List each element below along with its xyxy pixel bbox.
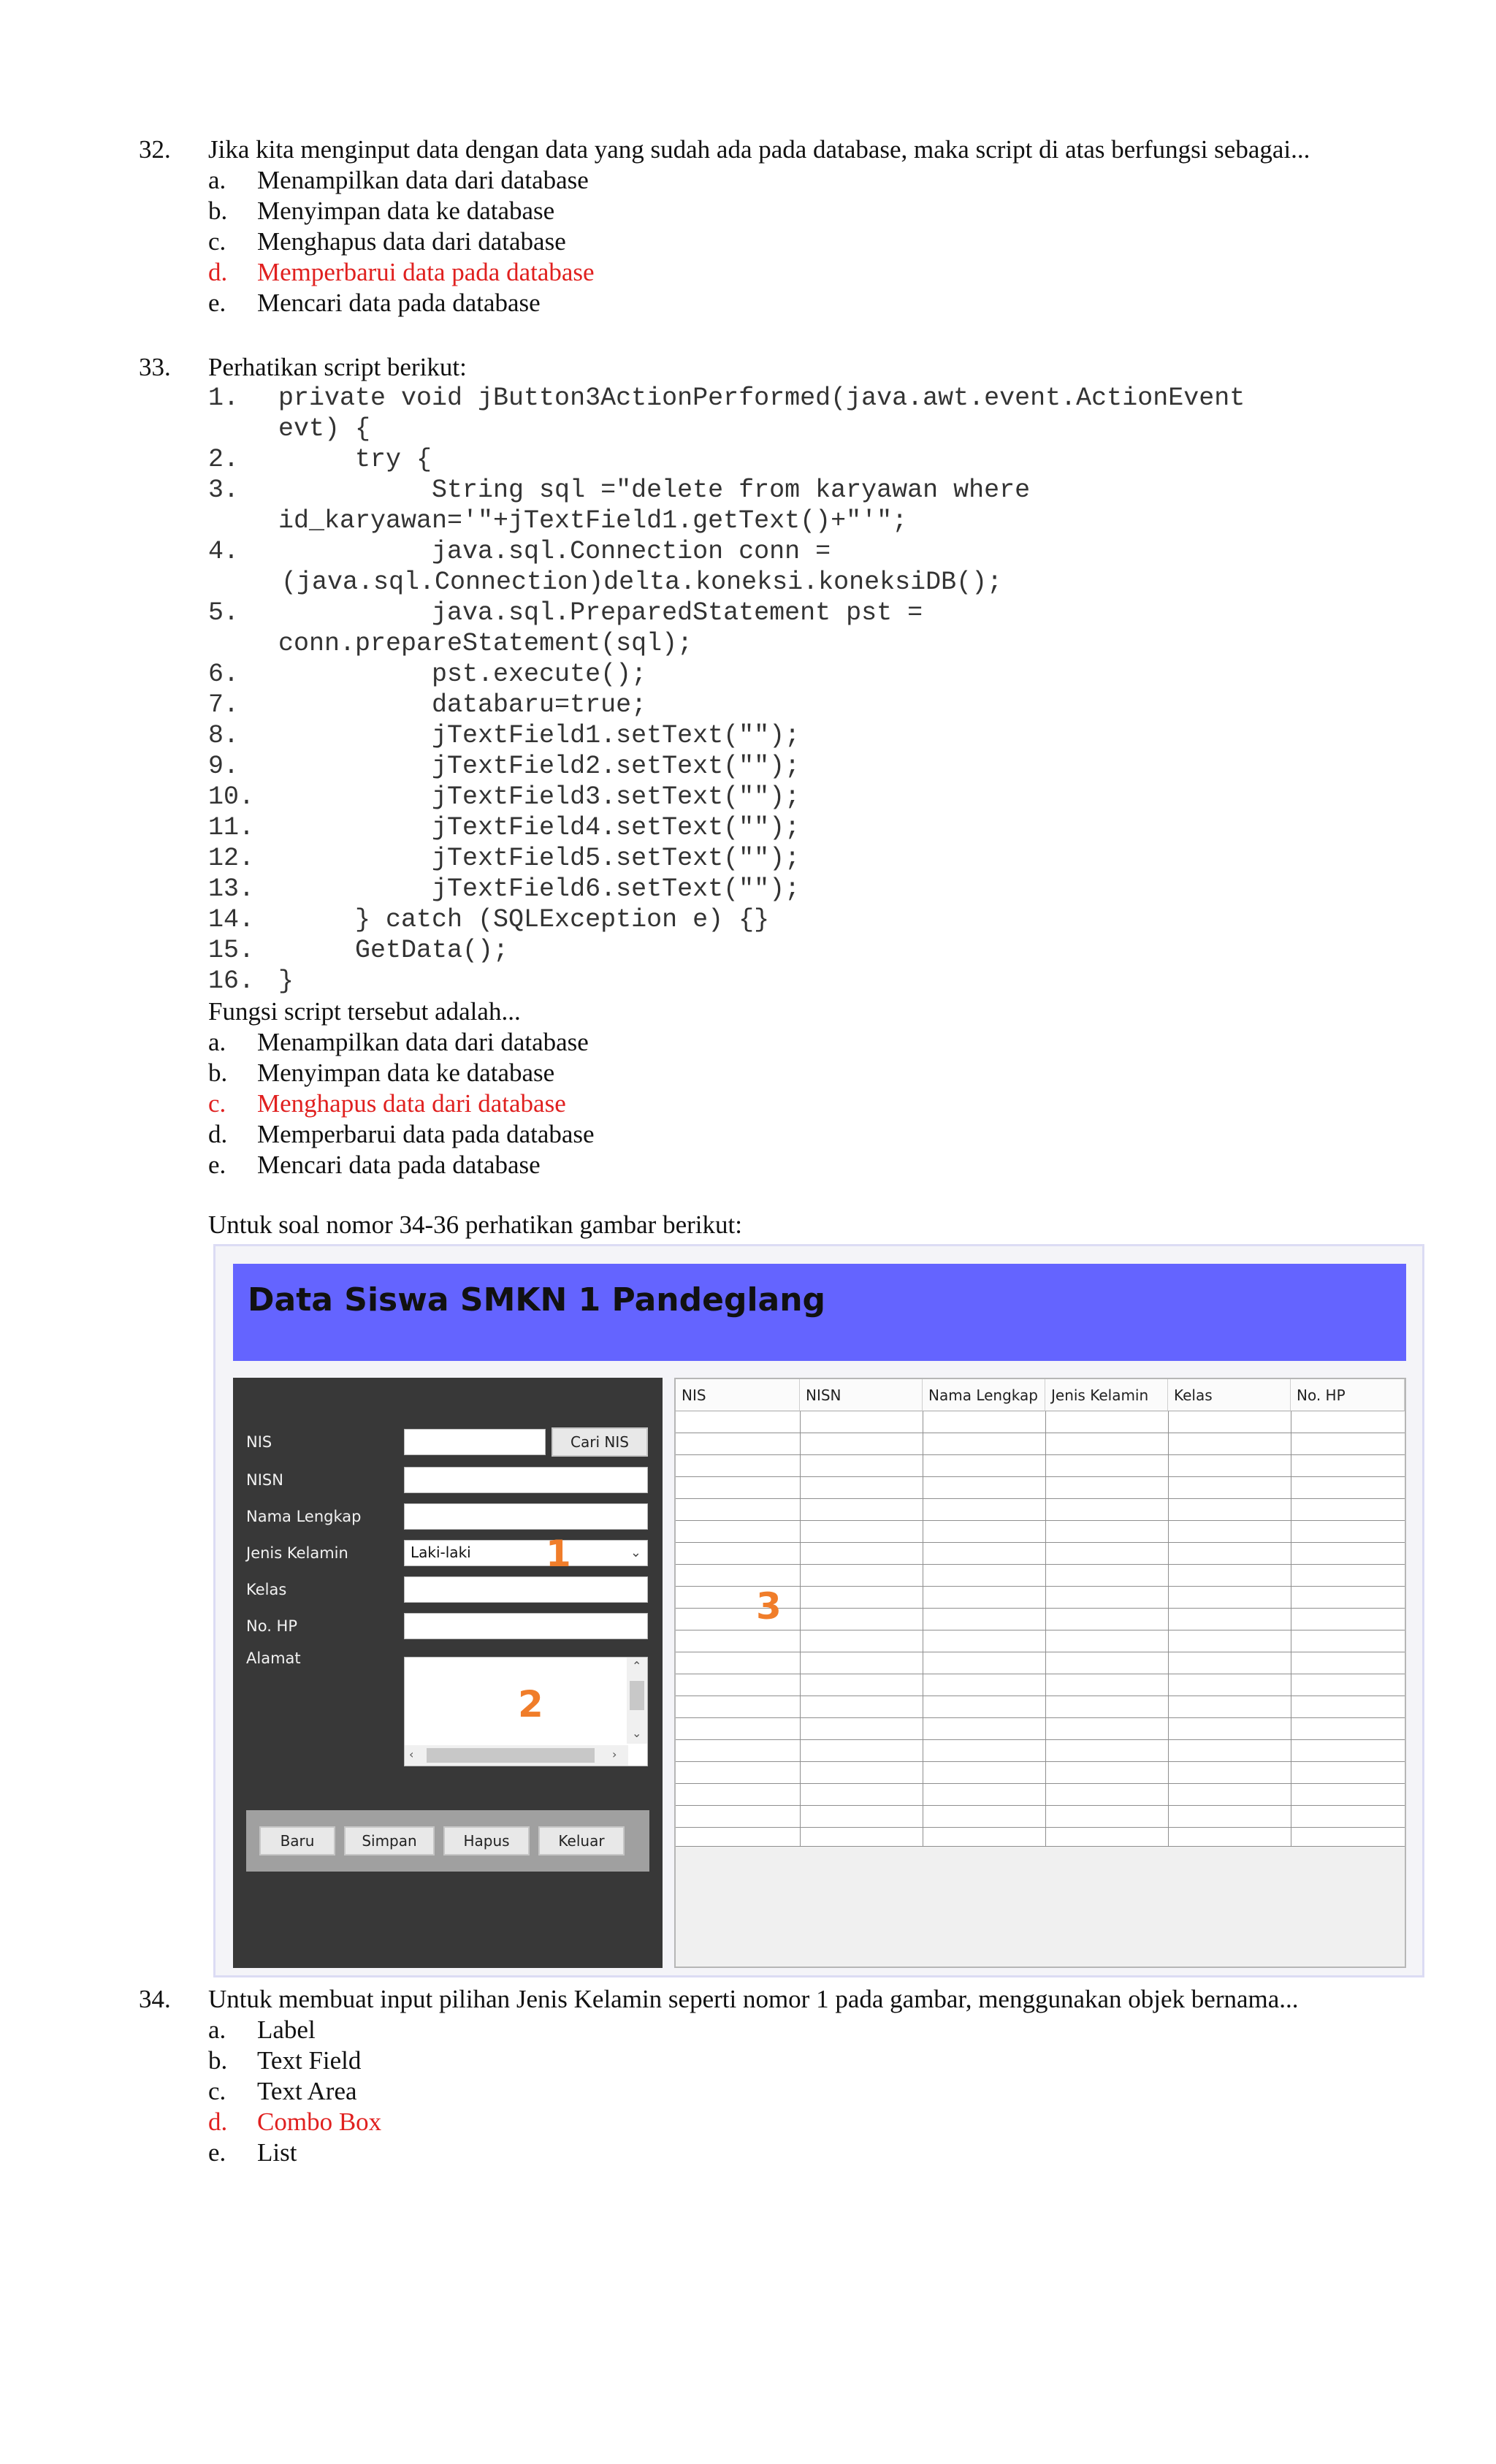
data-table[interactable] bbox=[674, 1378, 1406, 1968]
marker-1: 1 bbox=[546, 1533, 571, 1575]
table-grid bbox=[676, 1379, 1408, 1847]
table-row[interactable] bbox=[676, 1521, 1405, 1543]
question-number: 33. bbox=[139, 353, 171, 381]
option-text: Menyimpan data ke database bbox=[257, 197, 555, 225]
label-no-hp: No. HP bbox=[246, 1617, 297, 1635]
column-header-nisn[interactable]: NISN bbox=[800, 1379, 923, 1411]
label-nisn: NISN bbox=[246, 1471, 283, 1489]
nisn-input[interactable] bbox=[404, 1467, 648, 1493]
option-text: Text Field bbox=[257, 2046, 362, 2075]
keluar-button[interactable]: Keluar bbox=[538, 1826, 625, 1855]
table-row[interactable] bbox=[676, 1455, 1405, 1477]
cari-nis-button[interactable]: Cari NIS bbox=[552, 1427, 648, 1457]
code-line-number: 16. bbox=[208, 966, 255, 996]
option-text: Mencari data pada database bbox=[257, 1151, 541, 1179]
form-panel bbox=[233, 1378, 663, 1968]
option-text: Mencari data pada database bbox=[257, 289, 541, 317]
code-line: evt) { bbox=[278, 414, 371, 443]
code-line-number: 6. bbox=[208, 660, 240, 689]
table-row[interactable] bbox=[676, 1828, 1405, 1847]
column-divider bbox=[1045, 1411, 1046, 1847]
option-letter: e. bbox=[208, 2138, 226, 2167]
option-letter: a. bbox=[208, 1028, 226, 1056]
chevron-down-icon[interactable]: ⌄ bbox=[630, 1545, 641, 1560]
marker-2: 2 bbox=[518, 1683, 543, 1725]
option-text-answer: Combo Box bbox=[257, 2108, 382, 2136]
code-line: jTextField4.setText(""); bbox=[278, 813, 801, 842]
table-row[interactable] bbox=[676, 1477, 1405, 1499]
label-nama-lengkap: Nama Lengkap bbox=[246, 1508, 362, 1525]
code-line: java.sql.PreparedStatement pst = bbox=[278, 598, 923, 628]
option-letter: d. bbox=[208, 1120, 228, 1148]
column-header-nama-lengkap[interactable]: Nama Lengkap bbox=[923, 1379, 1045, 1411]
option-letter: e. bbox=[208, 1151, 226, 1179]
no-hp-input[interactable] bbox=[404, 1613, 648, 1639]
option-text-answer: Menghapus data dari database bbox=[257, 1089, 566, 1118]
option-letter: c. bbox=[208, 227, 226, 256]
code-line-number: 1. bbox=[208, 384, 240, 413]
table-row[interactable] bbox=[676, 1543, 1405, 1565]
option-letter: b. bbox=[208, 2046, 228, 2075]
nama-lengkap-input[interactable] bbox=[404, 1503, 648, 1530]
code-line-number: 8. bbox=[208, 721, 240, 750]
button-bar bbox=[246, 1810, 649, 1872]
option-text-answer: Memperbarui data pada database bbox=[257, 258, 595, 286]
app-title: Data Siswa SMKN 1 Pandeglang bbox=[248, 1281, 826, 1319]
code-line-number: 4. bbox=[208, 537, 240, 566]
code-line-number: 3. bbox=[208, 476, 240, 505]
code-line: (java.sql.Connection)delta.koneksi.koneksiDB(); bbox=[281, 568, 1003, 597]
option-letter-answer: c. bbox=[208, 1089, 226, 1118]
table-row[interactable] bbox=[676, 1630, 1405, 1652]
horizontal-scrollbar[interactable] bbox=[405, 1745, 628, 1766]
table-row[interactable] bbox=[676, 1433, 1405, 1455]
code-line: jTextField5.setText(""); bbox=[278, 844, 801, 873]
option-letter-answer: d. bbox=[208, 2108, 228, 2136]
simpan-button[interactable]: Simpan bbox=[344, 1826, 435, 1855]
scroll-down-icon[interactable]: ⌄ bbox=[632, 1726, 642, 1740]
question-text: Jika kita menginput data dengan data yang sudah ada pada database, maka script di atas berfungsi sebagai... bbox=[208, 135, 1310, 164]
table-row[interactable] bbox=[676, 1674, 1405, 1696]
table-row[interactable] bbox=[676, 1762, 1405, 1784]
hapus-button[interactable]: Hapus bbox=[443, 1826, 530, 1855]
intro-text: Untuk soal nomor 34-36 perhatikan gambar berikut: bbox=[208, 1210, 742, 1239]
code-line: jTextField3.setText(""); bbox=[278, 782, 801, 812]
option-text: Menampilkan data dari database bbox=[257, 1028, 589, 1056]
code-line: } bbox=[278, 966, 294, 996]
scroll-left-icon[interactable]: ‹ bbox=[409, 1747, 414, 1761]
app-banner bbox=[233, 1264, 1406, 1361]
baru-button[interactable]: Baru bbox=[259, 1826, 335, 1855]
scroll-up-icon[interactable]: ⌃ bbox=[632, 1659, 642, 1673]
option-letter-answer: d. bbox=[208, 258, 228, 286]
code-line: try { bbox=[278, 445, 432, 474]
option-letter: e. bbox=[208, 289, 226, 317]
code-line: databaru=true; bbox=[278, 690, 647, 720]
column-header-kelas[interactable]: Kelas bbox=[1168, 1379, 1291, 1411]
column-header-jenis-kelamin[interactable]: Jenis Kelamin bbox=[1045, 1379, 1168, 1411]
code-line-number: 2. bbox=[208, 445, 240, 474]
code-line: pst.execute(); bbox=[278, 660, 647, 689]
vertical-scrollbar[interactable] bbox=[627, 1658, 647, 1744]
code-line: GetData(); bbox=[278, 936, 509, 965]
option-letter: b. bbox=[208, 1059, 228, 1087]
table-row[interactable] bbox=[676, 1499, 1405, 1521]
column-header-no-hp[interactable]: No. HP bbox=[1291, 1379, 1405, 1411]
table-row[interactable] bbox=[676, 1609, 1405, 1630]
code-line-number: 12. bbox=[208, 844, 255, 873]
column-divider bbox=[800, 1411, 801, 1847]
code-line-number: 13. bbox=[208, 874, 255, 904]
code-line: private void jButton3ActionPerformed(java.awt.event.ActionEvent bbox=[278, 384, 1245, 413]
code-line: String sql ="delete from karyawan where bbox=[278, 476, 1031, 505]
jenis-kelamin-combobox[interactable] bbox=[404, 1540, 648, 1566]
question-prompt: Fungsi script tersebut adalah... bbox=[208, 997, 521, 1026]
option-text: Label bbox=[257, 2015, 316, 2044]
kelas-input[interactable] bbox=[404, 1576, 648, 1603]
table-row[interactable] bbox=[676, 1696, 1405, 1718]
option-text: Text Area bbox=[257, 2077, 357, 2105]
label-kelas: Kelas bbox=[246, 1581, 287, 1598]
code-line-number: 9. bbox=[208, 752, 240, 781]
code-line: java.sql.Connection conn = bbox=[278, 537, 831, 566]
marker-3: 3 bbox=[756, 1585, 782, 1628]
code-line: jTextField2.setText(""); bbox=[278, 752, 801, 781]
combo-selected-value: Laki-laki bbox=[411, 1544, 471, 1561]
code-line-number: 11. bbox=[208, 813, 255, 842]
code-line-number: 14. bbox=[208, 905, 255, 934]
option-letter: c. bbox=[208, 2077, 226, 2105]
question-text: Perhatikan script berikut: bbox=[208, 353, 467, 381]
scroll-right-icon[interactable]: › bbox=[612, 1747, 617, 1761]
code-line: jTextField6.setText(""); bbox=[278, 874, 801, 904]
question-text: Untuk membuat input pilihan Jenis Kelamin seperti nomor 1 pada gambar, menggunakan objek bernama... bbox=[208, 1985, 1299, 2013]
nis-input[interactable] bbox=[404, 1429, 546, 1455]
question-number: 34. bbox=[139, 1985, 171, 2013]
label-jenis-kelamin: Jenis Kelamin bbox=[246, 1544, 348, 1562]
option-letter: a. bbox=[208, 2015, 226, 2044]
scroll-thumb[interactable] bbox=[630, 1681, 644, 1710]
code-line-number: 15. bbox=[208, 936, 255, 965]
code-line: } catch (SQLException e) {} bbox=[278, 905, 770, 934]
table-row[interactable] bbox=[676, 1652, 1405, 1674]
app-screenshot bbox=[213, 1244, 1424, 1977]
code-line: conn.prepareStatement(sql); bbox=[278, 629, 693, 658]
code-line-number: 7. bbox=[208, 690, 240, 720]
scroll-thumb[interactable] bbox=[427, 1748, 595, 1763]
label-alamat: Alamat bbox=[246, 1649, 301, 1667]
option-text: List bbox=[257, 2138, 297, 2167]
column-divider bbox=[1168, 1411, 1169, 1847]
code-line-number: 10. bbox=[208, 782, 255, 812]
column-header-nis[interactable]: NIS bbox=[676, 1379, 800, 1411]
option-text: Menyimpan data ke database bbox=[257, 1059, 555, 1087]
code-line: id_karyawan='"+jTextField1.getText()+"'"; bbox=[278, 506, 908, 535]
table-row[interactable] bbox=[676, 1806, 1405, 1828]
table-row[interactable] bbox=[676, 1784, 1405, 1806]
option-text: Memperbarui data pada database bbox=[257, 1120, 595, 1148]
question-number: 32. bbox=[139, 135, 171, 164]
label-nis: NIS bbox=[246, 1433, 272, 1451]
table-row[interactable] bbox=[676, 1587, 1405, 1609]
table-row[interactable] bbox=[676, 1565, 1405, 1587]
table-row[interactable] bbox=[676, 1718, 1405, 1740]
table-row[interactable] bbox=[676, 1411, 1405, 1433]
code-line: jTextField1.setText(""); bbox=[278, 721, 801, 750]
option-letter: a. bbox=[208, 166, 226, 194]
option-text: Menampilkan data dari database bbox=[257, 166, 589, 194]
table-row[interactable] bbox=[676, 1740, 1405, 1762]
option-text: Menghapus data dari database bbox=[257, 227, 566, 256]
code-line-number: 5. bbox=[208, 598, 240, 628]
option-letter: b. bbox=[208, 197, 228, 225]
